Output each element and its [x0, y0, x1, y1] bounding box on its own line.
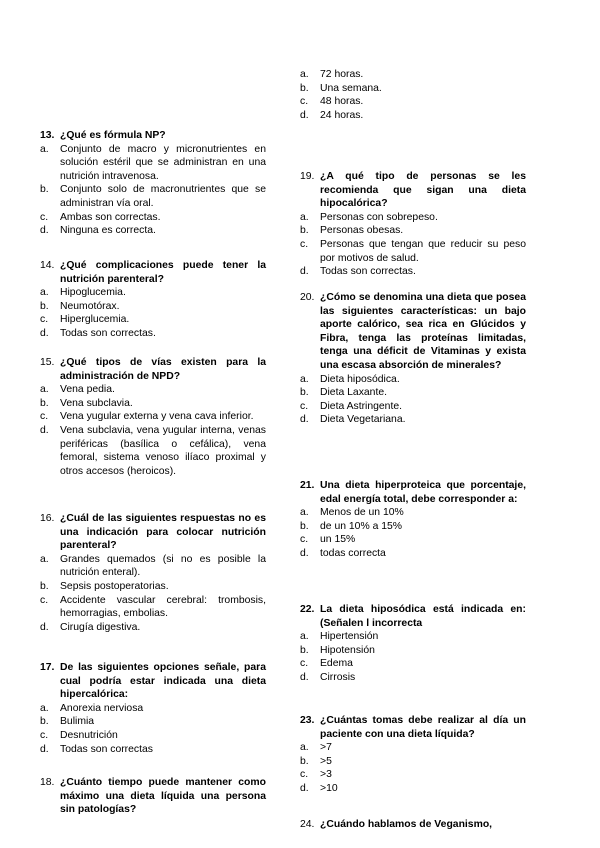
- answer-option: [40, 183, 266, 210]
- question-header: [40, 661, 266, 702]
- option-letter: d.: [300, 547, 309, 559]
- option-text: >10: [320, 782, 338, 794]
- answer-option: [300, 506, 526, 520]
- question-text: ¿Qué tipos de vías existen para la administración de NPD?: [60, 357, 266, 382]
- question-header: [300, 170, 526, 211]
- answer-option: [40, 143, 266, 184]
- question-header: [300, 714, 526, 741]
- option-text: Cirrosis: [320, 671, 356, 683]
- option-text: Personas que tengan que reducir su peso por motivos de salud.: [320, 238, 526, 264]
- option-text: Dieta hiposódica.: [320, 373, 400, 385]
- answer-option: [300, 265, 526, 279]
- option-letter: b.: [300, 225, 309, 237]
- option-letter: b.: [300, 387, 309, 399]
- option-text: 24 horas.: [320, 109, 364, 121]
- option-text: Personas obesas.: [320, 225, 404, 237]
- answer-option: [40, 224, 266, 238]
- option-text: Todas son correctas: [60, 743, 153, 755]
- question-number: 14.: [40, 260, 55, 271]
- question-text: ¿Cuántas tomas debe realizar al día un paciente con una dieta líquida?: [320, 715, 526, 740]
- question-20: [300, 291, 526, 427]
- answer-option: [300, 82, 526, 96]
- answer-option: [40, 702, 266, 716]
- answer-option: [40, 553, 266, 580]
- question-18: [40, 776, 266, 817]
- answer-option: [300, 68, 526, 82]
- question-number: 15.: [40, 357, 55, 368]
- option-letter: d.: [40, 327, 49, 339]
- question-number: 21.: [300, 480, 315, 491]
- question-header: [300, 818, 526, 832]
- question-header: [40, 259, 266, 286]
- question-19: [300, 170, 526, 279]
- option-letter: a.: [40, 287, 49, 299]
- question-15: [40, 356, 266, 478]
- answer-option: [300, 644, 526, 658]
- question-header: [40, 356, 266, 383]
- option-letter: b.: [40, 300, 49, 312]
- question-16: [40, 512, 266, 634]
- option-text: de un 10% a 15%: [320, 520, 403, 532]
- answer-option: [300, 373, 526, 387]
- option-letter: b.: [300, 82, 309, 94]
- option-letter: d.: [300, 266, 309, 278]
- option-letter: c.: [300, 769, 309, 781]
- question-22: [300, 603, 526, 685]
- option-letter: a.: [300, 69, 309, 80]
- option-letter: a.: [40, 702, 49, 714]
- answer-option: [300, 768, 526, 782]
- question-text: ¿Cuándo hablamos de Veganismo,: [320, 819, 493, 830]
- question-number: 18.: [40, 777, 55, 788]
- question-number: 23.: [300, 715, 315, 726]
- option-text: >5: [320, 755, 332, 767]
- option-text: Menos de un 10%: [320, 507, 404, 519]
- option-letter: b.: [40, 397, 49, 409]
- answer-option: [300, 533, 526, 547]
- answer-option: [300, 782, 526, 796]
- question-text: ¿Qué complicaciones puede tener la nutrición parenteral?: [60, 260, 266, 285]
- option-text: Vena pedia.: [60, 384, 115, 396]
- option-text: Desnutrición: [60, 729, 118, 741]
- option-text: 48 horas.: [320, 96, 364, 108]
- question-header: [300, 479, 526, 506]
- option-text: Personas con sobrepeso.: [320, 211, 438, 223]
- question-text: Una dieta hiperproteica que porcentaje, edal energía total, debe corresponder a:: [320, 480, 526, 505]
- option-text: Todas son correctas.: [320, 266, 416, 278]
- option-letter: d.: [300, 109, 309, 121]
- answer-option: [40, 211, 266, 225]
- option-letter: b.: [40, 580, 49, 592]
- option-text: Vena yugular externa y vena cava inferior.: [60, 411, 254, 423]
- option-letter: d.: [40, 225, 49, 237]
- option-text: Hipoglucemia.: [60, 287, 126, 299]
- option-letter: c.: [300, 658, 309, 670]
- question-14: [40, 259, 266, 341]
- option-letter: b.: [40, 184, 49, 196]
- answer-option: [300, 630, 526, 644]
- question-13: [40, 129, 266, 238]
- option-letter: a.: [300, 631, 309, 643]
- option-text: Vena subclavia.: [60, 397, 133, 409]
- option-letter: c.: [40, 729, 49, 741]
- option-text: Vena subclavia, vena yugular interna, venas periféricas (basílica o cefálica), vena femoral, sistema venoso ilíaco proximal y otros accesos (heroicos).: [60, 424, 266, 477]
- question-text: ¿Cuánto tiempo puede mantener como máximo una dieta líquida una persona sin patologías?: [60, 777, 266, 816]
- option-text: Grandes quemados (si no es posible la nutrición enteral).: [60, 553, 266, 579]
- option-text: Neumotórax.: [60, 300, 120, 312]
- option-text: Hipotensión: [320, 644, 375, 656]
- question-number: 24.: [300, 819, 315, 830]
- option-letter: a.: [40, 384, 49, 396]
- question-cont: [300, 68, 526, 122]
- option-text: Ambas son correctas.: [60, 211, 161, 223]
- answer-option: [300, 238, 526, 265]
- option-text: Dieta Astringente.: [320, 400, 403, 412]
- answer-option: [40, 300, 266, 314]
- answer-option: [40, 715, 266, 729]
- option-text: Conjunto solo de macronutrientes que se administran vía oral.: [60, 184, 266, 209]
- option-text: un 15%: [320, 534, 356, 546]
- option-text: Una semana.: [320, 82, 382, 94]
- answer-option: [40, 313, 266, 327]
- question-number: 17.: [40, 662, 55, 673]
- option-letter: c.: [40, 594, 49, 606]
- answer-option: [300, 386, 526, 400]
- option-letter: c.: [300, 534, 309, 546]
- answer-option: [40, 410, 266, 424]
- option-letter: a.: [300, 211, 309, 223]
- question-header: [300, 603, 526, 630]
- answer-option: [40, 383, 266, 397]
- option-text: Cirugía digestiva.: [60, 621, 141, 633]
- option-text: Dieta Vegetariana.: [320, 414, 406, 426]
- answer-option: [40, 594, 266, 621]
- question-24: [300, 818, 526, 832]
- option-letter: c.: [300, 96, 309, 108]
- question-17: [40, 661, 266, 756]
- option-letter: b.: [300, 755, 309, 767]
- option-text: >7: [320, 742, 332, 754]
- option-letter: a.: [300, 373, 309, 385]
- option-letter: d.: [40, 621, 49, 633]
- answer-option: [40, 729, 266, 743]
- question-header: [300, 291, 526, 373]
- question-number: 22.: [300, 604, 315, 615]
- question-number: 20.: [300, 292, 315, 303]
- option-text: >3: [320, 769, 332, 781]
- answer-option: [40, 621, 266, 635]
- answer-option: [40, 424, 266, 478]
- option-letter: d.: [40, 424, 49, 436]
- question-21: [300, 479, 526, 561]
- answer-option: [300, 755, 526, 769]
- answer-option: [40, 286, 266, 300]
- option-text: Hipertensión: [320, 631, 379, 643]
- answer-option: [40, 580, 266, 594]
- answer-option: [300, 520, 526, 534]
- option-text: Todas son correctas.: [60, 327, 156, 339]
- option-letter: a.: [40, 143, 49, 155]
- answer-option: [300, 413, 526, 427]
- answer-option: [300, 224, 526, 238]
- question-header: [40, 512, 266, 553]
- question-text: De las siguientes opciones señale, para cual podría estar indicada una dieta hipercalórica:: [60, 662, 266, 701]
- answer-option: [300, 741, 526, 755]
- option-letter: d.: [40, 743, 49, 755]
- option-letter: a.: [300, 507, 309, 519]
- option-text: Ninguna es correcta.: [60, 225, 156, 237]
- option-letter: c.: [40, 314, 49, 326]
- answer-option: [300, 211, 526, 225]
- question-header: [40, 129, 266, 143]
- option-letter: a.: [300, 742, 309, 754]
- answer-option: [40, 743, 266, 757]
- answer-option: [40, 397, 266, 411]
- option-letter: d.: [300, 671, 309, 683]
- option-letter: c.: [40, 411, 49, 423]
- answer-option: [300, 657, 526, 671]
- answer-option: [300, 671, 526, 685]
- answer-option: [300, 95, 526, 109]
- question-number: 13.: [40, 130, 55, 141]
- option-letter: b.: [40, 716, 49, 728]
- option-text: Hiperglucemia.: [60, 314, 130, 326]
- option-letter: a.: [40, 553, 49, 565]
- option-letter: d.: [300, 414, 309, 426]
- question-text: La dieta hiposódica está indicada en: (Señalen l incorrecta: [320, 604, 526, 629]
- answer-option: [300, 547, 526, 561]
- option-text: Conjunto de macro y micronutrientes en solución estéril que se administran en una nutrición intravenosa.: [60, 143, 266, 182]
- question-number: 19.: [300, 171, 315, 182]
- answer-option: [300, 400, 526, 414]
- question-text: ¿A qué tipo de personas se les recomienda que sigan una dieta hipocalórica?: [320, 171, 526, 210]
- question-text: ¿Cuál de las siguientes respuestas no es una indicación para colocar nutrición parenteral?: [60, 513, 266, 552]
- question-text: ¿Cómo se denomina una dieta que posea las siguientes características: un bajo aporte calórico, sea rica en Glúcidos y Fibra, tenga las proteínas limitadas, tenga una déficit de Vitaminas y exista una escasa absorción de minerales?: [320, 292, 526, 371]
- answer-option: [40, 327, 266, 341]
- option-letter: c.: [40, 211, 49, 223]
- option-text: Accidente vascular cerebral: trombosis, hemorragias, embolias.: [60, 594, 266, 620]
- option-text: Bulimia: [60, 716, 95, 728]
- question-number: 16.: [40, 513, 55, 524]
- question-text: ¿Qué es fórmula NP?: [60, 130, 166, 141]
- option-letter: c.: [300, 400, 309, 412]
- option-text: Anorexia nerviosa: [60, 702, 144, 714]
- option-letter: d.: [300, 782, 309, 794]
- option-text: Edema: [320, 658, 353, 670]
- option-letter: b.: [300, 644, 309, 656]
- answer-option: [300, 109, 526, 123]
- question-header: [40, 776, 266, 817]
- option-letter: b.: [300, 520, 309, 532]
- option-text: 72 horas.: [320, 69, 364, 80]
- option-text: Sepsis postoperatorias.: [60, 580, 169, 592]
- option-text: todas correcta: [320, 547, 386, 559]
- option-letter: c.: [300, 238, 309, 250]
- question-23: [300, 714, 526, 796]
- option-text: Dieta Laxante.: [320, 387, 388, 399]
